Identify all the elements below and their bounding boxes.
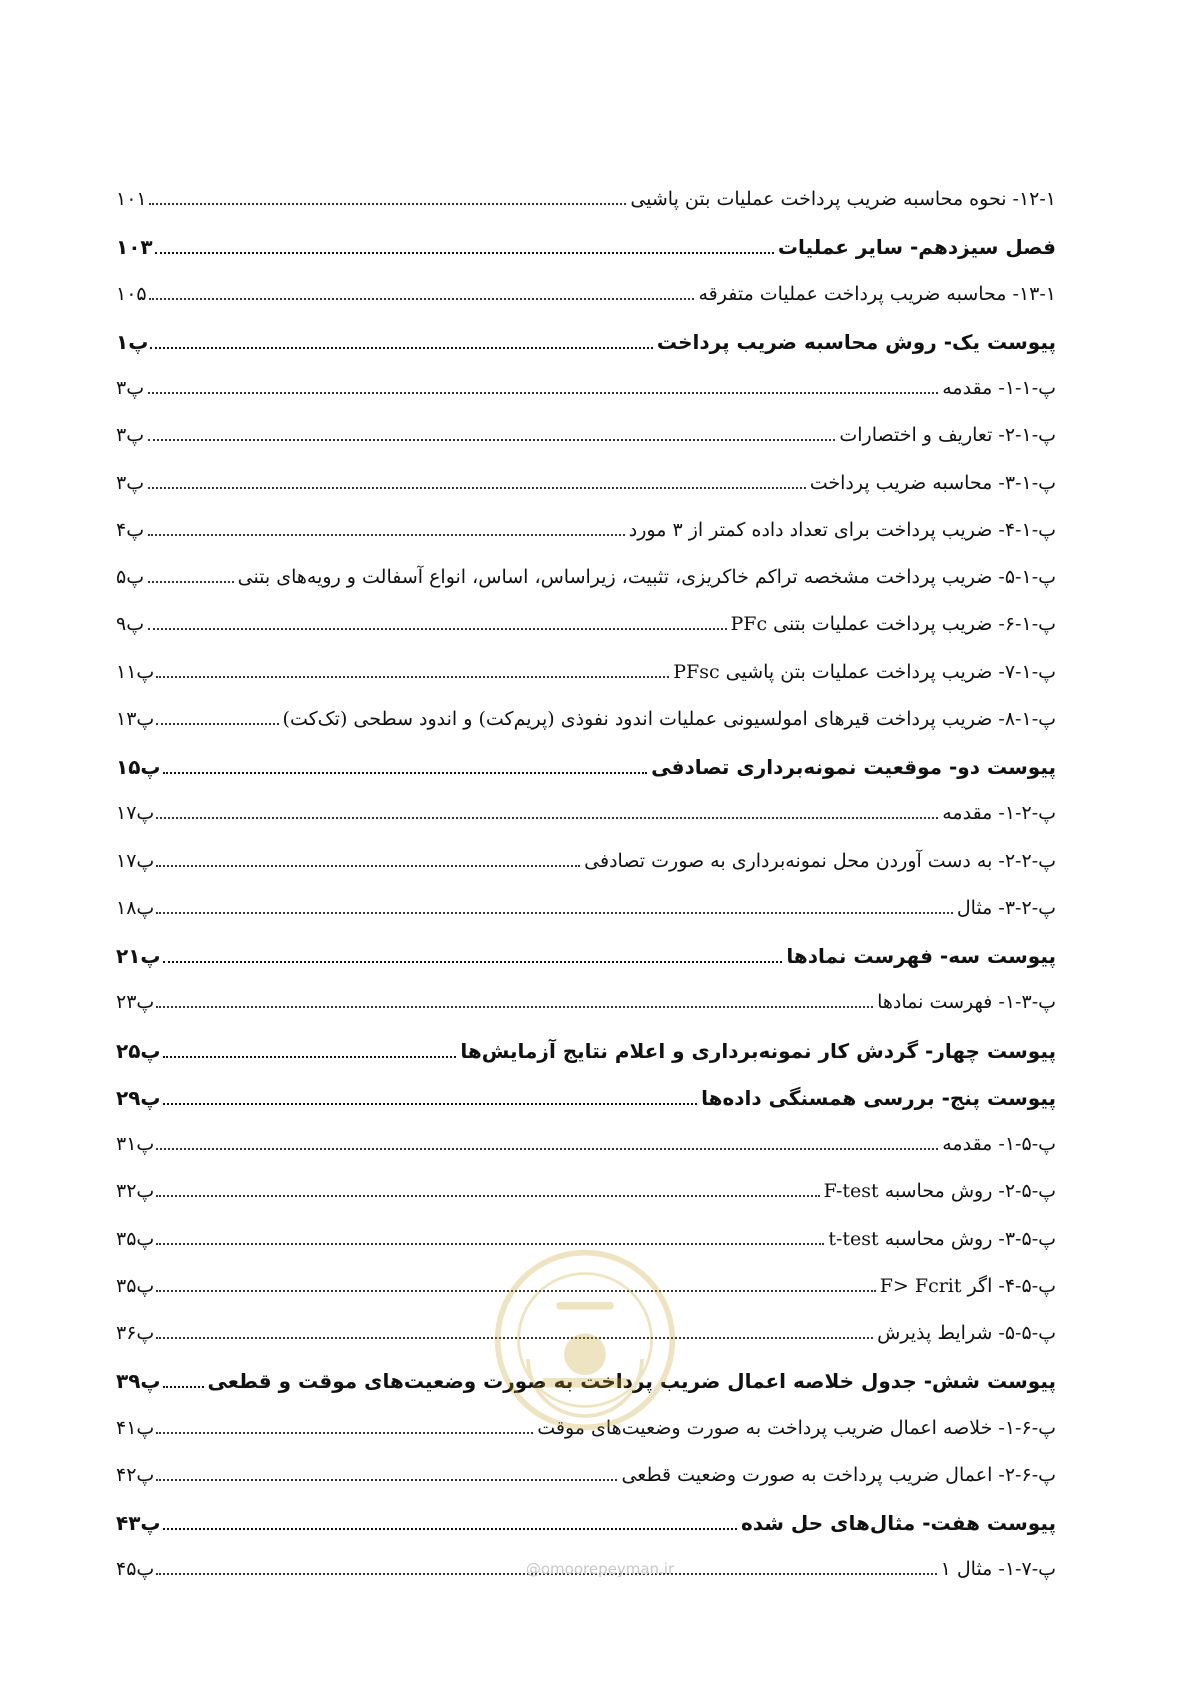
toc-dot-leader (148, 580, 234, 583)
toc-entry-title: پ-۱-۳- محاسبه ضریب پرداخت (809, 471, 1056, 494)
toc-entry-title: ۱۲-۱- نحوه محاسبه ضریب پرداخت عملیات بتن پاشیی (630, 188, 1056, 210)
toc-page-number: پ۹ (116, 613, 145, 636)
toc-page-number: پ۴۱ (116, 1416, 155, 1439)
toc-page-number: پ۱۷ (116, 849, 155, 872)
toc-dot-leader (149, 202, 627, 205)
toc-page-number: پ۲۳ (116, 991, 155, 1014)
toc-dot-leader (156, 816, 938, 819)
toc-entry-title: پ-۵-۳- روش محاسبه t-test (828, 1227, 1056, 1250)
toc-dot-leader (149, 297, 695, 300)
toc-page-number: پ۳۲ (116, 1180, 155, 1203)
toc-subsection-row (116, 613, 1056, 660)
toc-dot-leader (156, 675, 669, 678)
toc-dot-leader (155, 251, 774, 254)
toc-entry-title: پیوست یک- روش محاسبه ضریب پرداخت (656, 329, 1056, 354)
toc-entry-title: پ-۱-۱- مقدمه (942, 377, 1056, 399)
toc-entry-title: پ-۱-۵- ضریب پرداخت مشخصه تراکم خاکریزی، تثبیت، زیراساس، اساس، انواع آسفالت و رویه‌های بتنی (237, 566, 1056, 588)
toc-subsection-row (116, 472, 1056, 519)
toc-subsection-row (116, 991, 1056, 1038)
toc-entry-title: پ-۲-۱- مقدمه (942, 802, 1056, 825)
toc-subsection-row (116, 377, 1056, 424)
toc-entry-title: پیوست پنج- بررسی همسنگی داده‌ها (701, 1085, 1056, 1110)
toc-dot-leader (163, 960, 783, 963)
toc-dot-leader (148, 438, 835, 441)
toc-page-number: پ۲۵ (116, 1038, 161, 1063)
toc-subsection-row (116, 519, 1056, 566)
toc-dot-leader (156, 1431, 533, 1434)
toc-dot-leader (156, 911, 953, 914)
toc-subsection-row (116, 661, 1056, 708)
toc-subsection-row (116, 283, 1056, 330)
toc-section-row (116, 944, 1056, 991)
toc-dot-leader (156, 1005, 873, 1008)
toc-dot-leader (163, 771, 648, 774)
toc-entry-title: پ-۳-۱- فهرست نمادها (877, 991, 1056, 1014)
toc-section-row (116, 1086, 1056, 1133)
toc-entry-title: پ-۷-۱- مثال ۱ (940, 1558, 1056, 1581)
toc-entry-title: فصل سیزدهم- سایر عملیات (777, 235, 1056, 260)
toc-entry-title: پیوست سه- فهرست نمادها (786, 944, 1056, 968)
toc-entry-title: پ-۱-۶- ضریب پرداخت عملیات بتنی PFc (730, 613, 1056, 636)
toc-entry-title: ۱۳-۱- محاسبه ضریب پرداخت عملیات متفرقه (698, 282, 1056, 305)
toc-entry-title: پ-۱-۴- ضریب پرداخت برای تعداد داده کمتر از ۳ مورد (628, 518, 1056, 541)
toc-subsection-row (116, 566, 1056, 613)
toc-section-row (116, 1511, 1056, 1558)
toc-entry-title: پیوست هفت- مثال‌های حل شده (740, 1511, 1056, 1535)
toc-page-number: پ۳۹ (116, 1369, 161, 1394)
toc-entry-title: پ-۵-۲- روش محاسبه F-test (823, 1180, 1056, 1203)
toc-page-number: پ۳۵ (116, 1274, 155, 1297)
toc-entry-title: پ-۱-۷- ضریب پرداخت عملیات بتن پاشیی PFsc (673, 660, 1056, 683)
toc-dot-leader (150, 346, 653, 349)
toc-entry-title: پ-۵-۱- مقدمه (942, 1133, 1056, 1155)
toc-page-number: پ۱ (116, 329, 149, 354)
toc-section-row (116, 755, 1056, 802)
toc-entry-title: پ-۶-۱- خلاصه اعمال ضریب پرداخت به صورت وضعیت‌های موقت (537, 1416, 1056, 1439)
seal-watermark-icon (490, 1245, 680, 1435)
toc-page-number: پ۳ (116, 377, 145, 399)
toc-page-number: پ۵ (116, 566, 145, 588)
toc-subsection-row (116, 188, 1056, 235)
toc-section-row (116, 1039, 1056, 1086)
toc-entry-title: پ-۵-۵- شرایط پذیرش (877, 1322, 1056, 1344)
toc-page-number: پ۳ (116, 424, 145, 447)
toc-page-number: پ۱۷ (116, 802, 155, 825)
toc-page-number: ۱۰۱ (116, 188, 147, 210)
toc-entry-title: پیوست دو- موقعیت نمونه‌برداری تصادفی (651, 755, 1056, 779)
toc-page-number: پ۴۵ (116, 1558, 155, 1581)
toc-subsection-row (116, 897, 1056, 944)
toc-dot-leader (156, 1147, 938, 1150)
toc-entry-title: پیوست چهار- گردش کار نمونه‌برداری و اعلام نتایج آزمایش‌ها (460, 1038, 1056, 1063)
toc-subsection-row (116, 1133, 1056, 1180)
toc-page-number: ۱۰۳ (116, 235, 153, 260)
toc-dot-leader (148, 533, 625, 536)
toc-page-number: پ۳ (116, 471, 145, 494)
toc-entry-title: پ-۶-۲- اعمال ضریب پرداخت به صورت وضعیت قطعی (621, 1463, 1056, 1486)
toc-subsection-row (116, 424, 1056, 471)
toc-dot-leader (163, 1385, 204, 1388)
toc-dot-leader (163, 1527, 737, 1530)
toc-dot-leader (148, 486, 806, 489)
watermark-url: @omoorepeyman.ir (525, 1560, 675, 1578)
toc-section-row (116, 235, 1056, 282)
toc-page-number: پ۴۲ (116, 1463, 155, 1486)
toc-subsection-row (116, 850, 1056, 897)
toc-dot-leader (156, 864, 580, 867)
toc-subsection-row (116, 708, 1056, 755)
toc-dot-leader (148, 627, 727, 630)
toc-entry-title: پ-۲-۲- به دست آوردن محل نمونه‌برداری به صورت تصادفی (584, 849, 1056, 872)
toc-page-number: پ۴ (116, 518, 145, 541)
toc-entry-title: پ-۱-۸- ضریب پرداخت قیرهای امولسیونی عملیات اندود نفوذی (پریم‌کت) و اندود سطحی (تک‌کت) (282, 707, 1056, 730)
toc-page-number: پ۱۳ (116, 707, 155, 730)
toc-page-number: پ۱۵ (116, 755, 161, 779)
toc-dot-leader (163, 1055, 457, 1058)
toc-dot-leader (156, 1478, 617, 1481)
toc-entry-title: پ-۵-۴- اگر F> Fcrit (879, 1274, 1056, 1297)
toc-subsection-row (116, 1180, 1056, 1227)
toc-page-number: ۱۰۵ (116, 282, 147, 305)
toc-page-number: پ۱۱ (116, 660, 155, 683)
toc-entry-title: پیوست شش- جدول خلاصه اعمال ضریب پرداخت به صورت وضعیت‌های موقت و قطعی (207, 1369, 1056, 1394)
toc-subsection-row (116, 1464, 1056, 1511)
toc-page-number: پ۴۳ (116, 1511, 161, 1535)
toc-dot-leader (148, 391, 938, 394)
toc-page-number: پ۳۱ (116, 1133, 155, 1155)
toc-page-number: پ۲۱ (116, 944, 161, 968)
toc-dot-leader (156, 1194, 819, 1197)
toc-section-row (116, 330, 1056, 377)
toc-subsection-row (116, 802, 1056, 849)
toc-dot-leader (156, 722, 278, 725)
toc-page-number: پ۲۹ (116, 1085, 161, 1110)
toc-page-number: پ۱۸ (116, 896, 155, 919)
toc-page-number: پ۳۶ (116, 1322, 155, 1344)
toc-entry-title: پ-۲-۳- مثال (956, 896, 1056, 919)
toc-entry-title: پ-۱-۲- تعاریف و اختصارات (839, 424, 1056, 447)
toc-page-number: پ۳۵ (116, 1227, 155, 1250)
toc-dot-leader (163, 1102, 698, 1105)
